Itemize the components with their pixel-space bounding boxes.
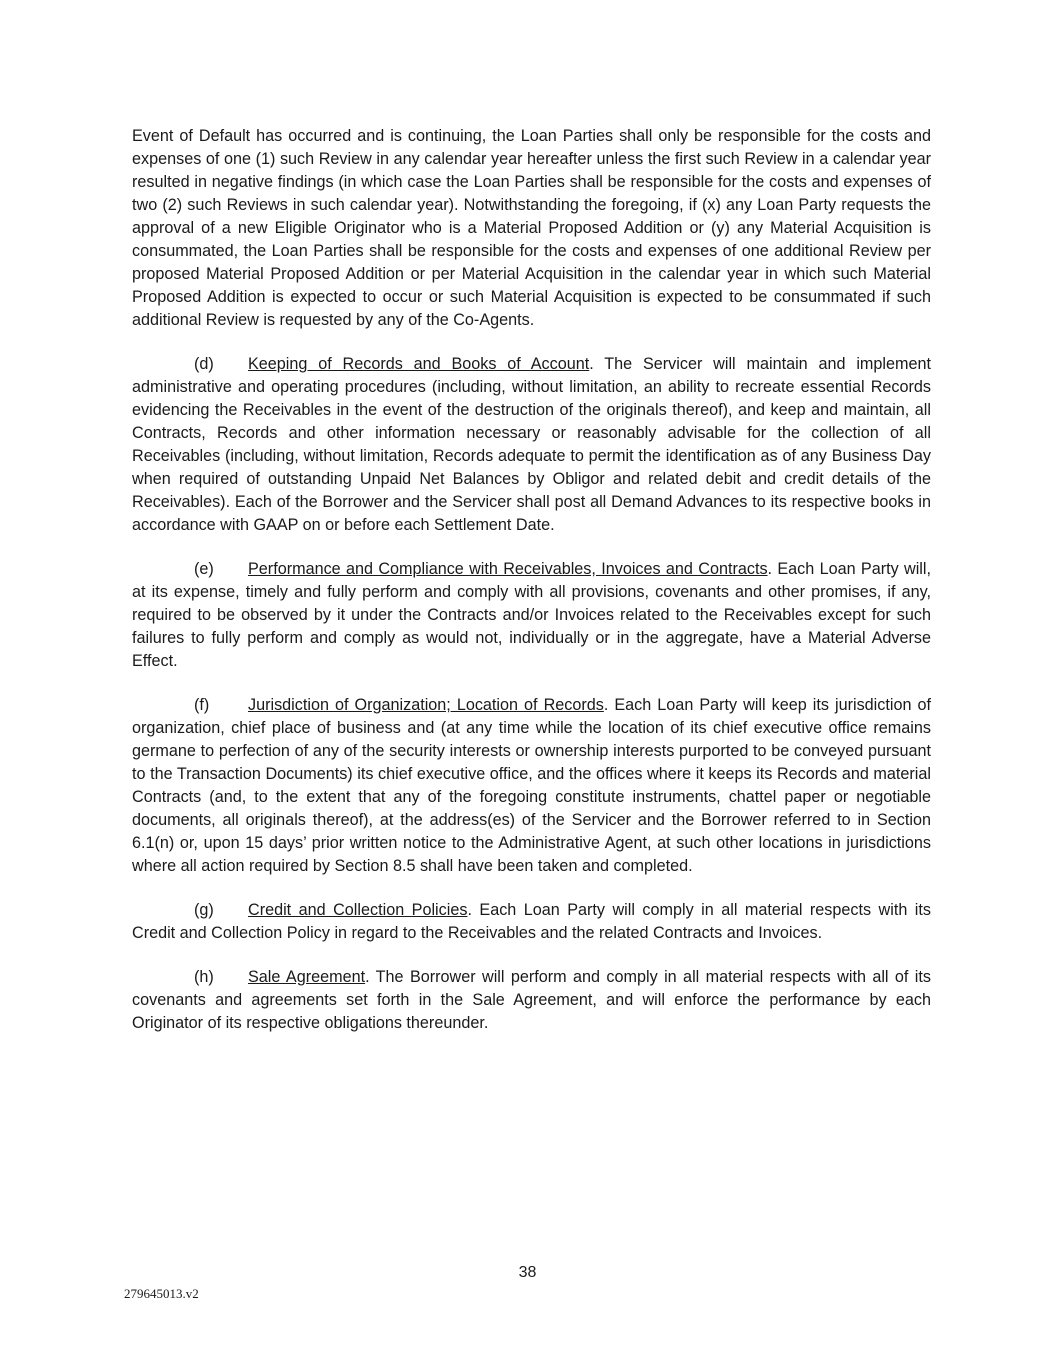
- clause-body: . Each Loan Party will, at its expense, timely and fully perform and comply with all provisions, covenants and other promises, if any, required to be observed by it under the Contracts and/or Invoices related to the Receivables except for such failures to fully perform and comply as would not, individually or in the aggregate, have a Material Adverse Effect.: [132, 560, 932, 670]
- clause-g: [132, 899, 931, 945]
- page-number: 38: [518, 1264, 537, 1281]
- document-body: [132, 125, 931, 1056]
- clause-body: . The Borrower will perform and comply in all material respects with all of its covenants and agreements set forth in the Sale Agreement, and will enforce the performance by each Originator of its respective obligations thereunder.: [132, 968, 931, 1032]
- clause-heading: Sale Agreement: [248, 968, 366, 986]
- continuation-paragraph: Event of Default has occurred and is continuing, the Loan Parties shall only be responsible for the costs and expenses of one (1) such Review in any calendar year hereafter unless the first such Review in a calendar year resulted in negative findings (in which case the Loan Parties shall be responsible for the costs and expenses of two (2) such Reviews in such calendar year). Notwithstanding the foregoing, if (x) any Loan Party requests the approval of a new Eligible Originator who is a Material Proposed Addition or (y) any Material Acquisition is consummated, the Loan Parties shall be responsible for the costs and expenses of one additional Review per proposed Material Proposed Addition or per Material Acquisition in the calendar year in which such Material Proposed Addition is expected to occur or such Material Acquisition is expected to be consummated if such additional Review is requested by any of the Co-Agents.: [132, 127, 931, 329]
- clause-number: (g): [194, 901, 214, 919]
- clause-number: (e): [194, 560, 214, 578]
- clause-heading: Performance and Compliance with Receivables, Invoices and Contracts: [248, 560, 768, 578]
- clause-number: (h): [194, 968, 214, 986]
- clause-body: . Each Loan Party will keep its jurisdiction of organization, chief place of business and (at any time while the location of its chief executive office remains germane to perfection of any of the security interests or ownership interests purported to be conveyed pursuant to the Transaction Documents) its chief executive office, and the offices where it keeps its Records and material Contracts (and, to the extent that any of the foregoing constitute instruments, chattel paper or negotiable documents, all originals thereof), at the address(es) of the Servicer and the Borrower referred to in Section 6.1(n) or, upon 15 days’ prior written notice to the Administrative Agent, at such other locations in jurisdictions where all action required by Section 8.5 shall have been taken and completed.: [132, 696, 931, 875]
- clause-body: . The Servicer will maintain and implement administrative and operating procedures (including, without limitation, an ability to recreate essential Records evidencing the Receivables in the event of the destruction of the originals thereof), and keep and maintain, all Contracts, Records and other information necessary or reasonably advisable for the collection of all Receivables (including, without limitation, Records adequate to permit the identification as of any Business Day when required of outstanding Unpaid Net Balances by Obligor and related debit and credit details of the Receivables). Each of the Borrower and the Servicer shall post all Demand Advances to its respective books in accordance with GAAP on or before each Settlement Date.: [132, 355, 931, 534]
- clause-e: [132, 558, 931, 673]
- clause-number: (f): [194, 696, 210, 714]
- clause-h: [132, 966, 931, 1035]
- document-id: 279645013.v2: [124, 1286, 199, 1301]
- clause-heading: Jurisdiction of Organization; Location of Records: [248, 696, 604, 714]
- clause-d: [132, 353, 931, 537]
- clause-f: [132, 694, 931, 878]
- clause-body: . Each Loan Party will comply in all material respects with its Credit and Collection Policy in regard to the Receivables and the related Contracts and Invoices.: [132, 901, 931, 942]
- clause-heading: Credit and Collection Policies: [248, 901, 468, 919]
- clause-number: (d): [194, 355, 214, 373]
- clause-heading: Keeping of Records and Books of Account: [248, 355, 590, 373]
